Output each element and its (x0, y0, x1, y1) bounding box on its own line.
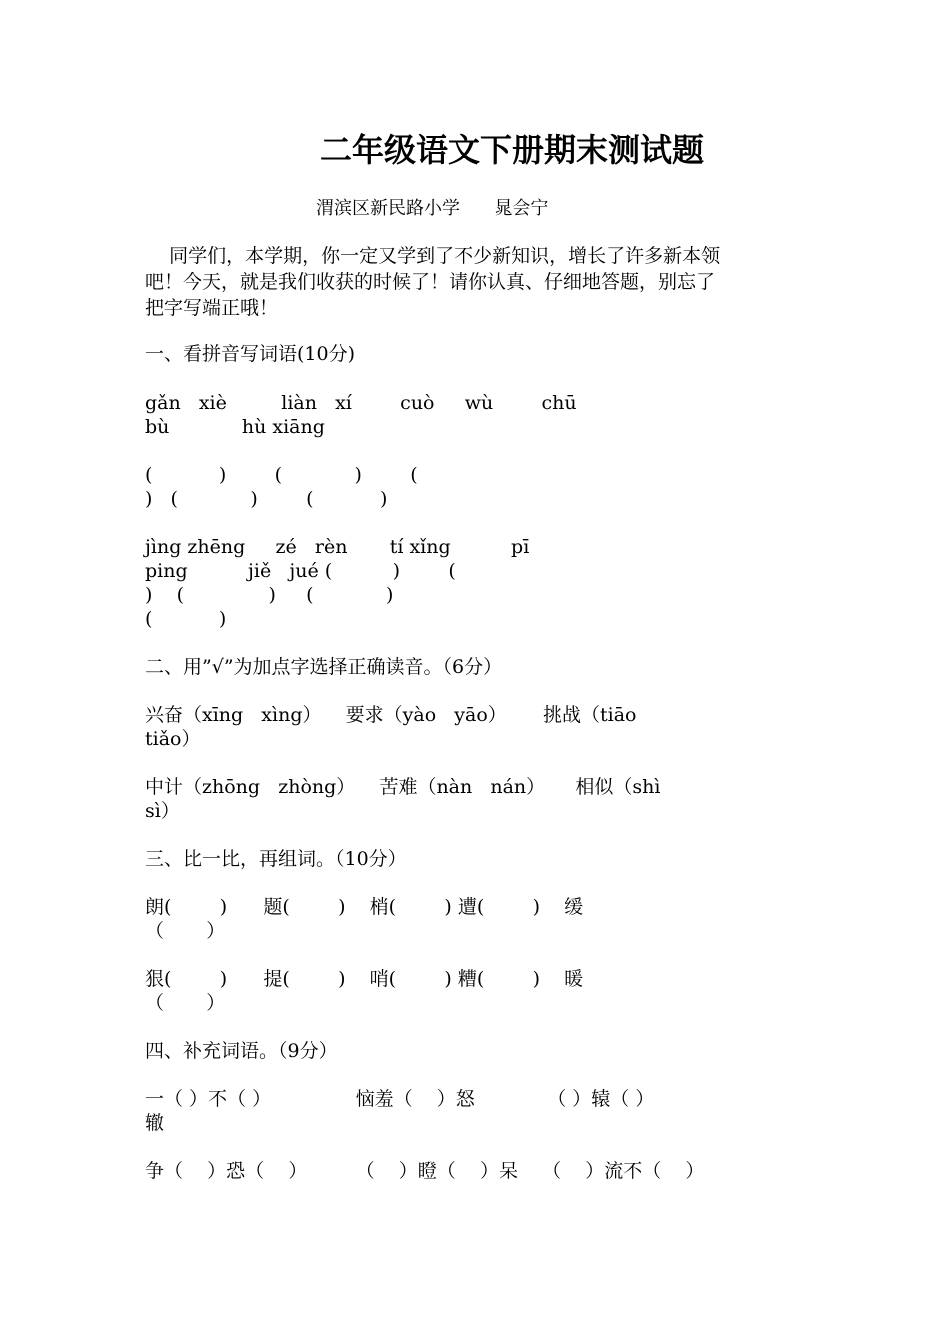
section3-heading: 三、比一比，再组词。（10分） (145, 848, 407, 870)
pinyin-line: gǎn xiè liàn xí cuò wù chū (145, 392, 577, 414)
answer-blank-line[interactable]: ( ) (145, 608, 227, 630)
idiom-fill-line[interactable]: 辙 (145, 1112, 165, 1134)
section2-heading: 二、用”√”为加点字选择正确读音。（6分） (145, 656, 503, 678)
pinyin-line: ping jiě jué ( ) ( (145, 560, 456, 582)
section4-heading: 四、补充词语。（9分） (145, 1040, 338, 1062)
answer-blank-line[interactable]: ) ( ) ( ) (145, 584, 394, 606)
intro-line: 同学们，本学期，你一定又学到了不少新知识，增长了许多新本领 (145, 245, 721, 267)
page-title: 二年级语文下册期末测试题 (319, 131, 704, 169)
intro-line: 把字写端正哦！ (145, 297, 279, 319)
reading-choice-line[interactable]: 中计（zhōng zhòng） 苦难（nàn nán） 相似（shì (145, 776, 661, 798)
idiom-fill-line[interactable]: 争（ ）恐（ ） （ ）瞪（ ）呆 （ ）流不（ ） (145, 1160, 705, 1182)
pinyin-line: jìng zhēng zé rèn tí xǐng pī (145, 536, 530, 558)
reading-choice-line[interactable]: 兴奋（xīng xìng） 要求（yào yāo） 挑战（tiāo (145, 704, 637, 726)
idiom-fill-line[interactable]: 一（ ）不（ ） 恼羞（ ）怒 （ ）辕（ ） (145, 1088, 655, 1110)
section1-heading: 一、看拼音写词语(10分) (145, 343, 356, 365)
intro-line: 吧！今天，就是我们收获的时候了！请你认真、仔细地答题，别忘了 (145, 271, 716, 293)
reading-choice-line[interactable]: tiǎo） (145, 728, 201, 750)
answer-blank-line[interactable]: ( ) ( ) ( (145, 464, 418, 486)
author-line: 渭滨区新民路小学 晁会宁 (316, 198, 549, 219)
answer-blank-line[interactable]: ) ( ) ( ) (145, 488, 388, 510)
word-group-line[interactable]: （ ） (145, 920, 226, 942)
word-group-line[interactable]: （ ） (145, 992, 226, 1014)
word-group-line[interactable]: 狠( ) 提( ) 哨( ) 糟( ) 暖 (145, 968, 584, 990)
pinyin-line: bù hù xiāng (145, 416, 325, 438)
reading-choice-line[interactable]: sì） (145, 800, 180, 822)
word-group-line[interactable]: 朗( ) 题( ) 梢( ) 遭( ) 缓 (145, 896, 584, 918)
